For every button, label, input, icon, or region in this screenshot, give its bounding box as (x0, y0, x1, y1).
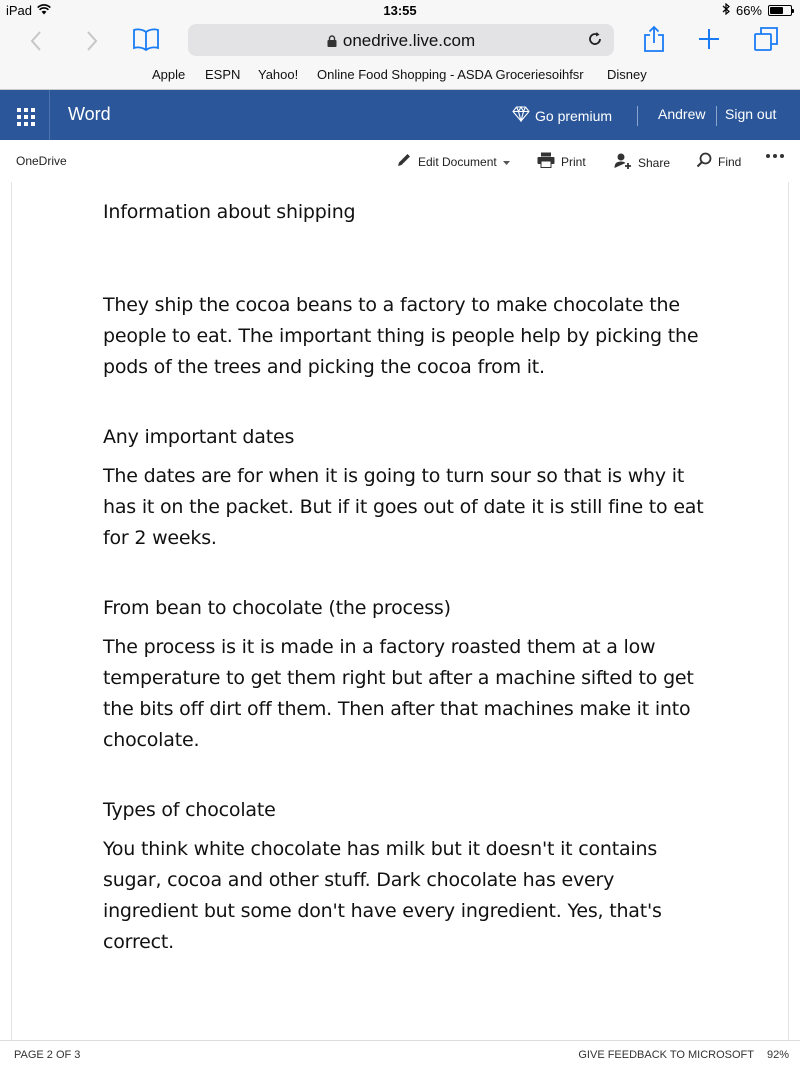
bookmark-yahoo[interactable]: Yahoo! (258, 67, 299, 82)
share-person-icon (614, 152, 632, 173)
find-button[interactable] (696, 152, 741, 171)
sign-out-link[interactable]: Sign out (725, 106, 777, 122)
forward-button[interactable] (76, 26, 108, 56)
diamond-icon (512, 106, 530, 125)
pencil-icon (396, 152, 412, 171)
find-label: Find (718, 154, 742, 169)
bluetooth-icon (722, 3, 730, 18)
bookmarks-button[interactable] (130, 26, 162, 56)
document-canvas[interactable] (0, 182, 800, 1040)
lock-icon (327, 32, 337, 52)
address-bar[interactable] (188, 24, 614, 56)
go-premium-label: Go premium (535, 107, 613, 124)
section-body: They ship the cocoa beans to a factory to make chocolate the people to eat. The important thing is people help by picking the pods of the trees and picking the cocoa from it. (103, 294, 699, 378)
app-launcher-icon[interactable] (0, 90, 50, 140)
clock: 13:55 (383, 3, 417, 18)
section-heading: Information about shipping (103, 201, 356, 223)
section-body: The process is it is made in a factory roasted them at a low temperature to get them right but after a machine sifted to get the bits off dirt off them. Then after that machines make it into chocolate. (103, 636, 694, 751)
zoom-level[interactable]: 92% (766, 1049, 789, 1061)
tabs-button[interactable] (750, 26, 782, 56)
status-bar (0, 0, 800, 20)
print-label: Print (561, 154, 586, 169)
command-bar (0, 140, 800, 182)
go-premium-button[interactable] (512, 106, 612, 125)
status-footer (0, 1040, 800, 1067)
share-sheet-button[interactable] (638, 26, 670, 56)
section-body: You think white chocolate has milk but it doesn't it contains sugar, cocoa and other stuff. Dark chocolate has every ingredient but some don't have every ingredient. Yes, that's correct. (103, 838, 662, 953)
section-body: The dates are for when it is going to turn sour so that is why it has it on the packet. But if it goes out of date it is still fine to eat for 2 weeks. (103, 465, 704, 549)
share-label: Share (638, 155, 671, 170)
edit-document-label: Edit Document (418, 154, 497, 169)
bookmark-apple[interactable]: Apple (152, 67, 186, 82)
device-name: iPad (6, 3, 33, 18)
edit-document-button[interactable] (396, 152, 510, 171)
browser-toolbar (0, 20, 800, 62)
battery-icon (768, 5, 792, 16)
url-text: onedrive.live.com (342, 31, 476, 50)
bookmark-disney[interactable]: Disney (607, 67, 647, 82)
back-button[interactable] (20, 26, 52, 56)
section-heading: From bean to chocolate (the process) (103, 597, 451, 619)
battery-fill (770, 7, 783, 14)
bookmark-espn[interactable]: ESPN (205, 67, 241, 82)
word-header (0, 90, 800, 140)
page-indicator: PAGE 2 OF 3 (14, 1049, 81, 1061)
caret-down-icon (503, 155, 510, 169)
header-divider (637, 106, 638, 126)
new-tab-button[interactable] (693, 26, 725, 56)
section-heading: Types of chocolate (103, 799, 276, 821)
onedrive-breadcrumb[interactable]: OneDrive (16, 154, 67, 168)
search-icon (696, 152, 712, 171)
section-heading: Any important dates (103, 426, 295, 448)
more-options-icon[interactable] (766, 154, 784, 158)
share-icon (643, 25, 665, 58)
document-page (103, 197, 713, 958)
header-divider (716, 106, 717, 126)
reload-icon[interactable] (586, 30, 604, 53)
favorites-bar (0, 62, 800, 90)
user-name[interactable]: Andrew (658, 106, 706, 122)
page-edge (11, 182, 12, 1040)
share-button[interactable] (614, 152, 670, 173)
app-name[interactable]: Word (68, 104, 111, 124)
bookmark-asda[interactable]: Online Food Shopping - ASDA Groceriesoihfsr (317, 67, 584, 82)
page-edge (788, 182, 789, 1040)
tabs-icon (753, 26, 779, 57)
book-icon (132, 27, 160, 56)
print-button[interactable] (537, 152, 586, 171)
battery-percent: 66% (735, 3, 762, 18)
printer-icon (537, 152, 555, 171)
feedback-link[interactable]: GIVE FEEDBACK TO MICROSOFT (578, 1049, 754, 1061)
plus-icon (697, 27, 721, 56)
